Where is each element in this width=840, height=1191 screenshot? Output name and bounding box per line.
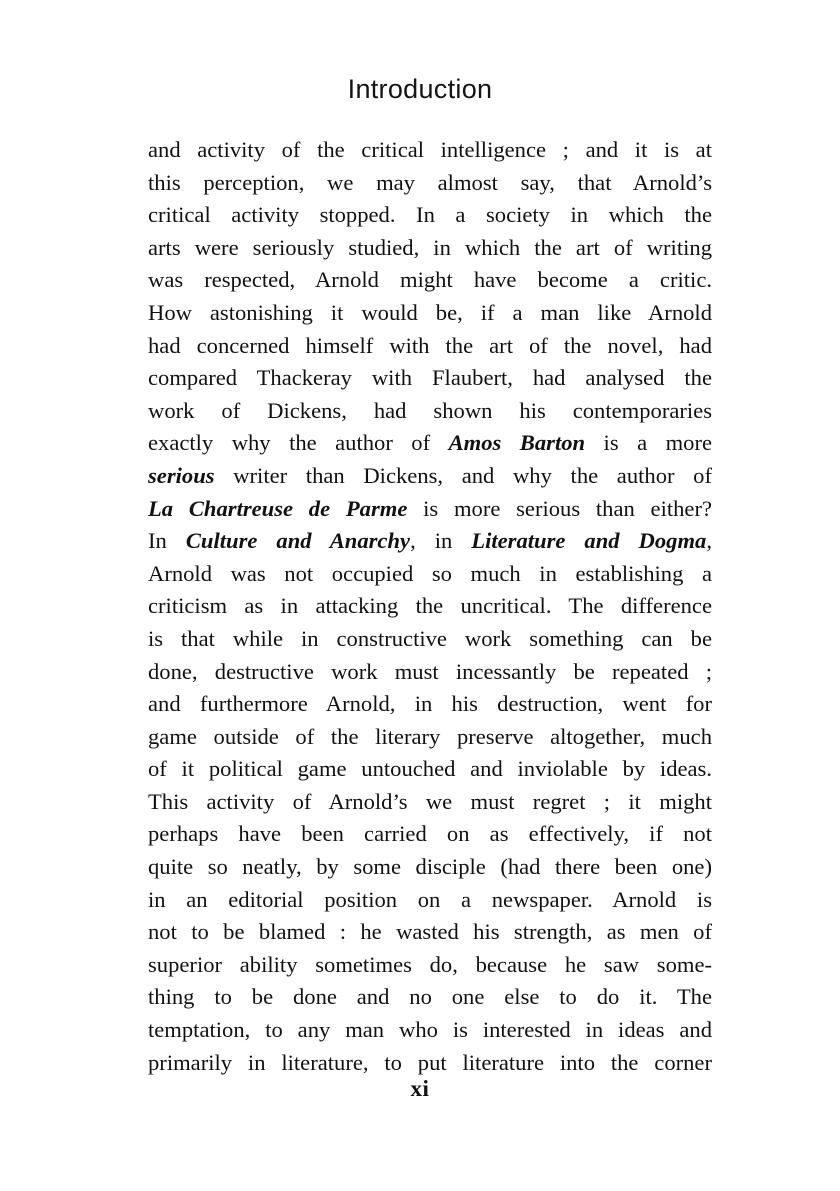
text-segment: primarily in literature, to put literature into the corner: [148, 1049, 712, 1075]
text-line: [148, 981, 712, 1014]
text-segment: temptation, to any man who is interested in ideas and: [148, 1017, 712, 1043]
text-line: [148, 525, 712, 558]
text-segment: game outside of the literary preserve altogether, much: [148, 723, 712, 749]
text-segment: compared Thackeray with Flaubert, had analysed the: [148, 365, 712, 391]
text-line: [148, 721, 712, 754]
text-segment: ,: [706, 528, 712, 554]
text-line: [148, 330, 712, 363]
text-segment: is a more: [585, 430, 712, 456]
text-line: [148, 688, 712, 721]
text-segment: How astonishing it would be, if a man like Arnold: [148, 299, 712, 325]
italic-word: serious: [148, 462, 215, 488]
text-segment: and furthermore Arnold, in his destruction, went for: [148, 691, 712, 717]
text-segment: work of Dickens, had shown his contemporaries: [148, 397, 712, 423]
text-segment: and activity of the critical intelligence ; and it is at: [148, 137, 712, 162]
text-line: [148, 884, 712, 917]
text-line: [148, 786, 712, 819]
text-segment: This activity of Arnold’s we must regret ; it might: [148, 788, 712, 814]
text-segment: of it political game untouched and inviolable by ideas.: [148, 756, 712, 782]
text-line: [148, 232, 712, 265]
text-line: [148, 264, 712, 297]
text-segment: critical activity stopped. In a society in which the: [148, 202, 712, 228]
text-line: [148, 134, 712, 167]
text-line: [148, 590, 712, 623]
text-segment: not to be blamed : he wasted his strength, as men of: [148, 919, 712, 945]
running-head: Introduction: [347, 74, 493, 104]
text-line: [148, 623, 712, 656]
text-line: [148, 460, 712, 493]
text-line: [148, 818, 712, 851]
italic-title: Amos Barton: [448, 430, 586, 456]
italic-title: Literature and Dogma: [471, 528, 707, 554]
text-segment: is more serious than either?: [407, 495, 713, 521]
text-segment: writer than Dickens, and why the author of: [214, 462, 712, 488]
text-line: [148, 558, 712, 591]
text-line: [148, 1047, 712, 1080]
text-segment: had concerned himself with the art of the novel, had: [148, 332, 712, 358]
text-segment: in an editorial position on a newspaper. Arnold is: [148, 886, 712, 912]
text-segment: , in: [410, 528, 472, 554]
text-line: [148, 167, 712, 200]
text-segment: superior ability sometimes do, because he saw some-: [148, 951, 712, 977]
text-segment: is that while in constructive work something can be: [148, 625, 712, 651]
text-segment: Arnold was not occupied so much in establishing a: [148, 560, 712, 586]
text-segment: exactly why the author of: [148, 430, 449, 456]
italic-title: La Chartreuse de Parme: [148, 495, 408, 521]
text-line: [148, 851, 712, 884]
text-segment: was respected, Arnold might have become a critic.: [148, 267, 712, 293]
page-number: xi: [410, 1076, 430, 1101]
text-line: [148, 427, 712, 460]
body-text: [148, 134, 712, 1079]
text-segment: criticism as in attacking the uncritical. The difference: [148, 593, 712, 619]
text-segment: perhaps have been carried on as effectively, if not: [148, 821, 712, 847]
text-line: [148, 916, 712, 949]
text-line: [148, 656, 712, 689]
text-segment: In: [148, 528, 186, 554]
text-segment: thing to be done and no one else to do it. The: [148, 984, 712, 1010]
text-line: [148, 199, 712, 232]
text-line: [148, 753, 712, 786]
text-line: [148, 395, 712, 428]
text-line: [148, 493, 712, 526]
text-segment: done, destructive work must incessantly be repeated ;: [148, 658, 712, 684]
text-line: [148, 297, 712, 330]
text-segment: quite so neatly, by some disciple (had there been one): [148, 854, 712, 880]
italic-title: Culture and Anarchy: [185, 528, 411, 554]
text-segment: arts were seriously studied, in which the art of writing: [148, 234, 712, 260]
text-line: [148, 362, 712, 395]
text-line: [148, 1014, 712, 1047]
text-line: [148, 949, 712, 982]
text-segment: this perception, we may almost say, that Arnold’s: [148, 169, 712, 195]
